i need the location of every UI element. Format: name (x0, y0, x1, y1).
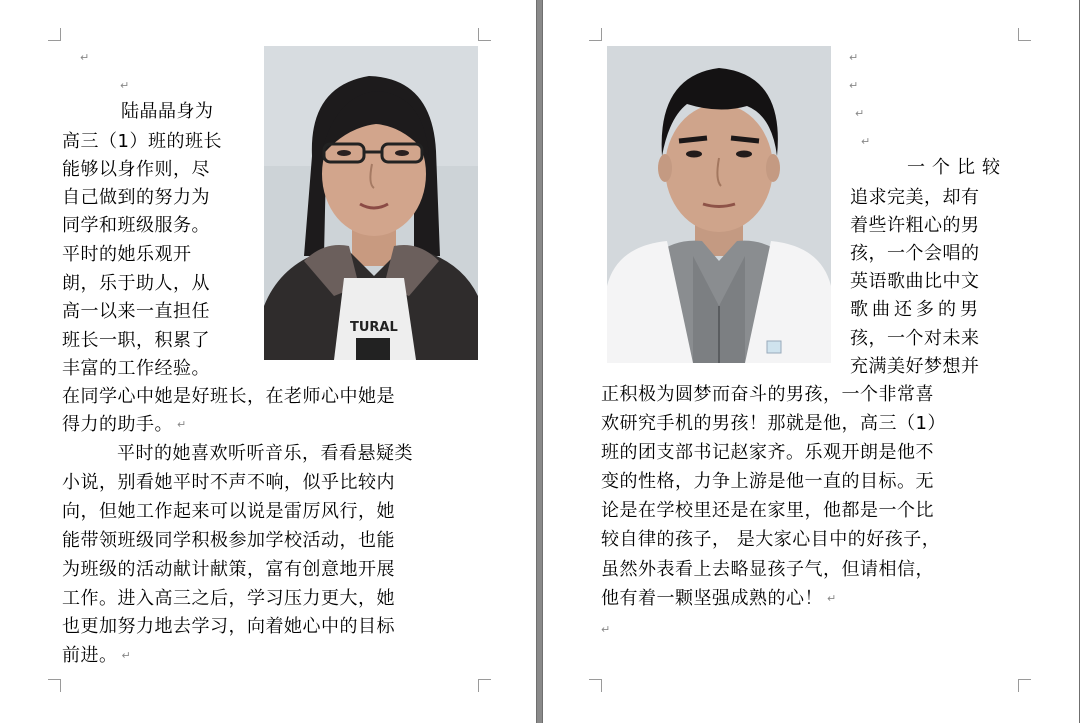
left-text-line: 高三（1）班的班长 (62, 131, 222, 152)
left-text-line: 同学和班级服务。 (62, 215, 210, 236)
paragraph-mark-icon: ↵ (120, 79, 130, 92)
left-text-line: 能够以身作则，尽 (62, 159, 210, 180)
right-text-line: 虽然外表看上去略显孩子气，但请相信， (601, 559, 934, 580)
right-text-line: 他有着一颗坚强成熟的心！ ↵ (601, 588, 837, 609)
left-text-line: 丰富的工作经验。 (62, 358, 210, 379)
right-page (542, 0, 1080, 723)
right-text-line: 追求完美，却有 (850, 187, 980, 208)
paragraph-mark-icon: ↵ (855, 107, 865, 120)
margin-corner-top-left (589, 28, 602, 41)
left-text-line: 自己做到的努力为 (62, 187, 210, 208)
right-text-line: 较自律的孩子， 是大家心目中的好孩子， (601, 529, 941, 550)
right-text-line: 充满美好梦想并 (850, 356, 980, 377)
paragraph-mark-icon: ↵ (177, 418, 187, 431)
margin-corner-bottom-left (48, 679, 61, 692)
left-text-line: 工作。进入高三之后，学习压力更大，她 (62, 588, 395, 609)
right-text-line: 孩，一个对未来 (850, 328, 980, 349)
left-text-line: 班长一职，积累了 (62, 330, 210, 351)
left-text-line: 小说，别看她平时不声不响，似乎比较内 (62, 472, 395, 493)
paragraph-mark-icon: ↵ (861, 135, 871, 148)
left-page (0, 0, 537, 723)
margin-corner-bottom-left (589, 679, 602, 692)
left-text-line: 高一以来一直担任 (62, 301, 210, 322)
left-text-line: 也更加努力地去学习，向着她心中的目标 (62, 616, 395, 637)
right-text-line: 欢研究手机的男孩！那就是他，高三（1） (601, 413, 946, 434)
left-text-line: 向，但她工作起来可以说是雷厉风行，她 (62, 501, 395, 522)
left-text-line: 能带领班级同学积极参加学校活动，也能 (62, 530, 395, 551)
paragraph-mark-icon: ↵ (601, 623, 611, 636)
left-text-line: 得力的助手。 ↵ (62, 414, 187, 435)
right-text-line: 英语歌曲比中文 (850, 271, 980, 292)
paragraph-mark-icon: ↵ (849, 79, 859, 92)
margin-corner-top-right (478, 28, 491, 41)
left-text-line: 平时的她乐观开 (62, 244, 192, 265)
shirt-print-text: TURAL (350, 320, 398, 335)
margin-corner-top-right (1018, 28, 1031, 41)
paragraph-mark-icon: ↵ (827, 592, 837, 605)
right-text-line: 歌曲还多的男 (850, 299, 982, 320)
right-text-line: 论是在学校里还是在家里，他都是一个比 (601, 500, 934, 521)
right-text-line: 变的性格，力争上游是他一直的目标。无 (601, 471, 934, 492)
right-text-line: 正积极为圆梦而奋斗的男孩，一个非常喜 (601, 384, 934, 405)
right-text-line: 班的团支部书记赵家齐。乐观开朗是他不 (601, 442, 934, 463)
left-text-line: 在同学心中她是好班长，在老师心中她是 (62, 386, 395, 407)
margin-corner-top-left (48, 28, 61, 41)
right-text-line: 一个比较 (907, 157, 1007, 178)
left-text-line: 前进。 ↵ (62, 645, 132, 666)
paragraph-mark-icon: ↵ (849, 51, 859, 64)
right-text-line: 孩，一个会唱的 (850, 243, 980, 264)
right-text-line: 着些许粗心的男 (850, 215, 980, 236)
student-photo-girl (264, 46, 478, 360)
left-text-line: 为班级的活动献计献策，富有创意地开展 (62, 559, 395, 580)
left-text-line: 朗，乐于助人，从 (62, 273, 210, 294)
margin-corner-bottom-right (478, 679, 491, 692)
paragraph-mark-icon: ↵ (80, 51, 90, 64)
margin-corner-bottom-right (1018, 679, 1031, 692)
student-photo-boy (607, 46, 831, 363)
left-text-line: 陆晶晶身为 (121, 101, 214, 122)
left-text-line: 平时的她喜欢听听音乐，看看悬疑类 (117, 443, 413, 464)
paragraph-mark-icon: ↵ (121, 649, 132, 662)
